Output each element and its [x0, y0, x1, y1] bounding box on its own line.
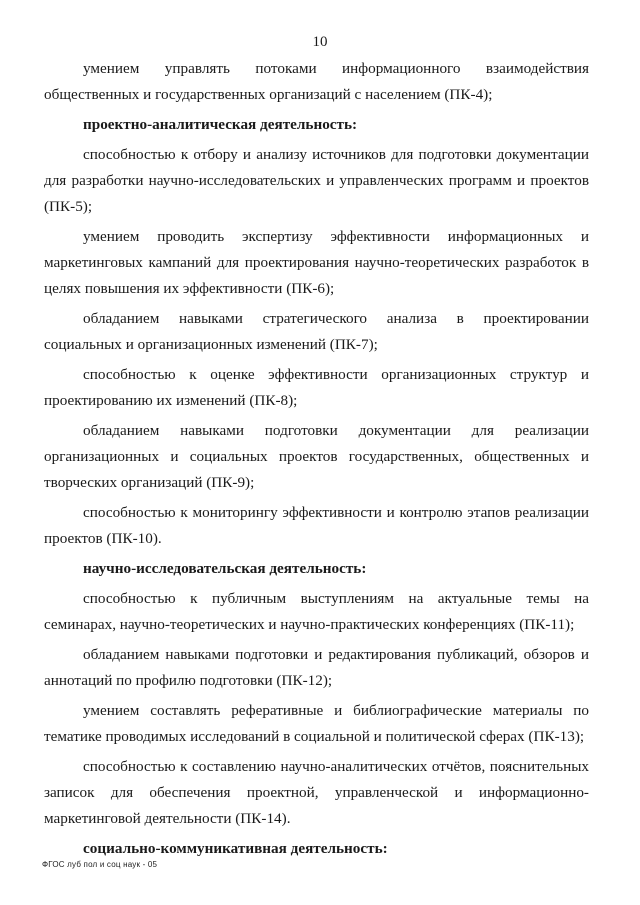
- competency-pk-10: способностью к мониторингу эффективности и контролю этапов реализации проектов (ПК-10).: [44, 504, 589, 547]
- section-heading-research: научно-исследовательская деятельность:: [83, 560, 367, 577]
- competency-pk-5: способностью к отбору и анализу источников для подготовки документации для разработки научно-исследовательских и управленческих программ и проектов (ПК-5);: [44, 146, 589, 215]
- competency-pk-11: способностью к публичным выступлениям на актуальные темы на семинарах, научно-теоретических и научно-практических конференциях (ПК-11);: [44, 590, 589, 633]
- competency-pk-7: обладанием навыками стратегического анализа в проектировании социальных и организационных изменений (ПК-7);: [44, 310, 589, 353]
- competency-pk-4: умением управлять потоками информационного взаимодействия общественных и государственных организаций с населением (ПК-4);: [44, 60, 589, 103]
- competency-pk-13: умением составлять реферативные и библиографические материалы по тематике проводимых исследований в социальной и политической сферах (ПК-13);: [44, 702, 589, 745]
- competency-pk-14: способностью к составлению научно-аналитических отчётов, пояснительных записок для обеспечения проектной, управленческой и информационно-маркетинговой деятельности (ПК-14).: [44, 758, 589, 827]
- competency-pk-8: способностью к оценке эффективности организационных структур и проектированию их изменений (ПК-8);: [44, 366, 589, 409]
- page-number: 10: [312, 34, 328, 50]
- competency-pk-12: обладанием навыками подготовки и редактирования публикаций, обзоров и аннотаций по профилю подготовки (ПК-12);: [44, 646, 589, 689]
- competency-pk-9: обладанием навыками подготовки документации для реализации организационных и социальных проектов государственных, общественных и творческих организаций (ПК-9);: [44, 422, 589, 491]
- document-body: [44, 56, 589, 866]
- section-heading-project-analytical: проектно-аналитическая деятельность:: [83, 116, 358, 133]
- footer-code: ФГОС луб пол и соц наук - 05: [42, 860, 158, 869]
- competency-pk-6: умением проводить экспертизу эффективности информационных и маркетинговых кампаний для проектирования научно-теоретических разработок в целях повышения их эффективности (ПК-6);: [44, 228, 589, 297]
- section-heading-social-communicative: социально-коммуникативная деятельность:: [83, 840, 388, 857]
